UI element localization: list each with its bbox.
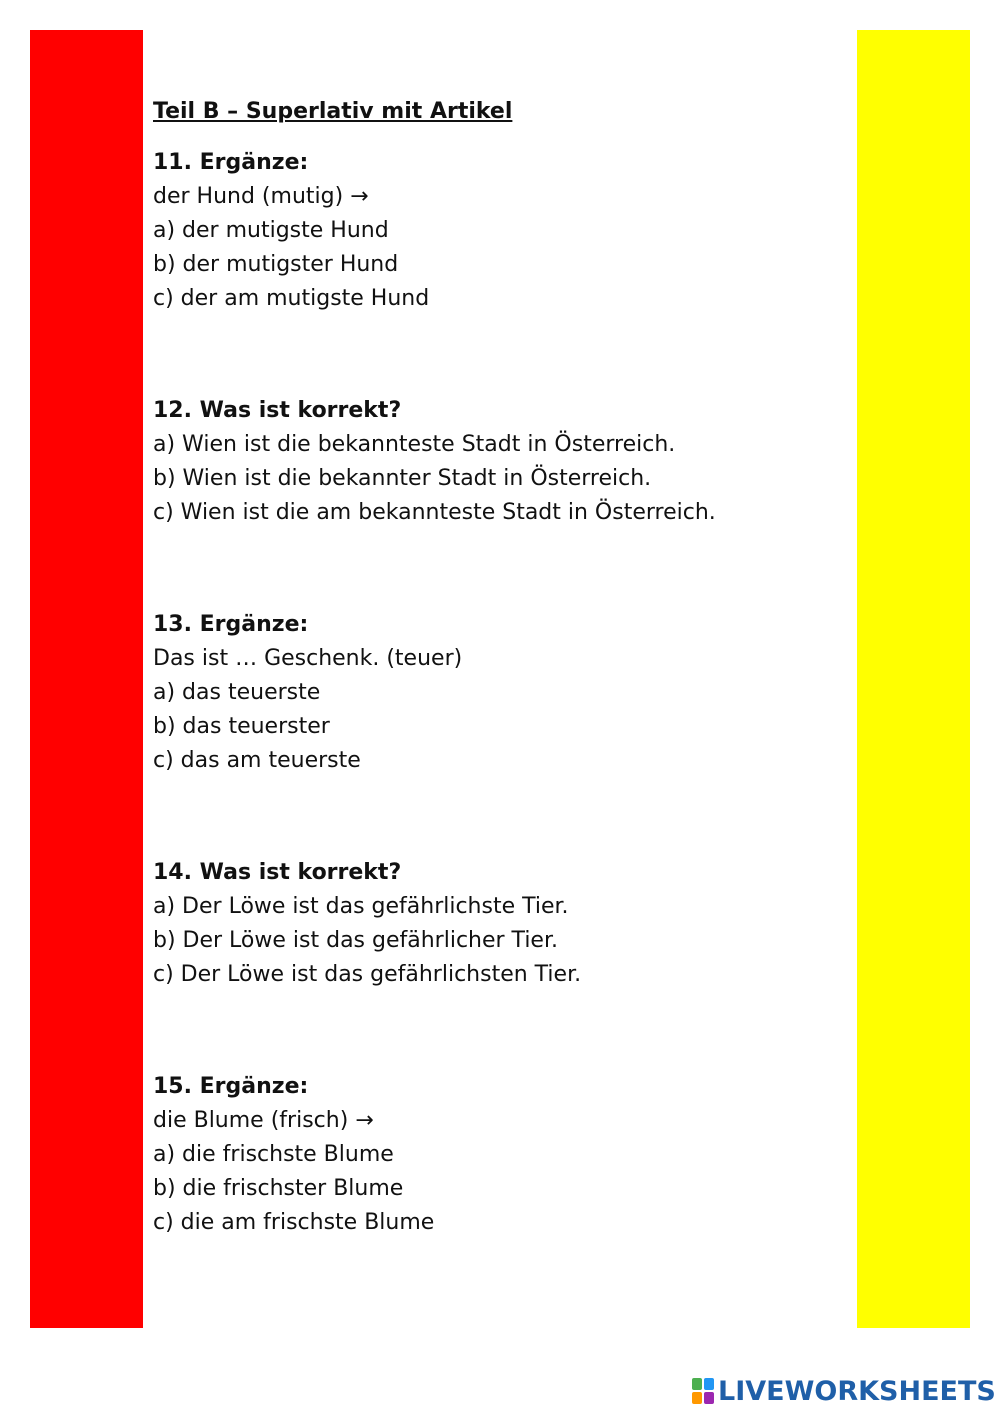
answer-option[interactable]: b) die frischster Blume xyxy=(153,1176,404,1201)
answer-option[interactable]: a) Der Löwe ist das gefährlichste Tier. xyxy=(153,894,569,919)
question-11 xyxy=(153,146,843,316)
question-heading: 13. Ergänze: xyxy=(153,612,309,637)
left-red-stripe xyxy=(30,30,143,1328)
answer-option[interactable]: a) Wien ist die bekannteste Stadt in Österreich. xyxy=(153,432,676,457)
answer-option[interactable]: c) das am teuerste xyxy=(153,748,361,773)
question-prompt: die Blume (frisch) → xyxy=(153,1108,374,1133)
answer-option[interactable]: a) das teuerste xyxy=(153,680,321,705)
answer-option[interactable]: b) der mutigster Hund xyxy=(153,252,399,277)
answer-option[interactable]: c) Wien ist die am bekannteste Stadt in Österreich. xyxy=(153,500,716,525)
question-prompt: der Hund (mutig) → xyxy=(153,184,369,209)
question-14 xyxy=(153,856,843,992)
answer-option[interactable]: c) Der Löwe ist das gefährlichsten Tier. xyxy=(153,962,582,987)
answer-option[interactable]: a) der mutigste Hund xyxy=(153,218,389,243)
question-15 xyxy=(153,1070,843,1240)
answer-option[interactable]: c) der am mutigste Hund xyxy=(153,286,430,311)
worksheet-content xyxy=(153,96,843,1318)
answer-option[interactable]: b) Der Löwe ist das gefährlicher Tier. xyxy=(153,928,558,953)
question-prompt: Das ist … Geschenk. (teuer) xyxy=(153,646,463,671)
question-heading: 14. Was ist korrekt? xyxy=(153,860,402,885)
liveworksheets-logo-icon xyxy=(692,1378,714,1404)
question-heading: 15. Ergänze: xyxy=(153,1074,309,1099)
answer-option[interactable]: a) die frischste Blume xyxy=(153,1142,394,1167)
page-title: Teil B – Superlativ mit Artikel xyxy=(153,99,513,124)
question-13 xyxy=(153,608,843,778)
answer-option[interactable]: b) das teuerster xyxy=(153,714,330,739)
brand-text: LIVEWORKSHEETS xyxy=(718,1375,996,1407)
answer-option[interactable]: b) Wien ist die bekannter Stadt in Österreich. xyxy=(153,466,652,491)
answer-option[interactable]: c) die am frischste Blume xyxy=(153,1210,435,1235)
right-yellow-stripe xyxy=(857,30,970,1328)
question-heading: 11. Ergänze: xyxy=(153,150,309,175)
question-heading: 12. Was ist korrekt? xyxy=(153,398,402,423)
question-12 xyxy=(153,394,843,530)
liveworksheets-brand[interactable] xyxy=(692,1376,996,1406)
